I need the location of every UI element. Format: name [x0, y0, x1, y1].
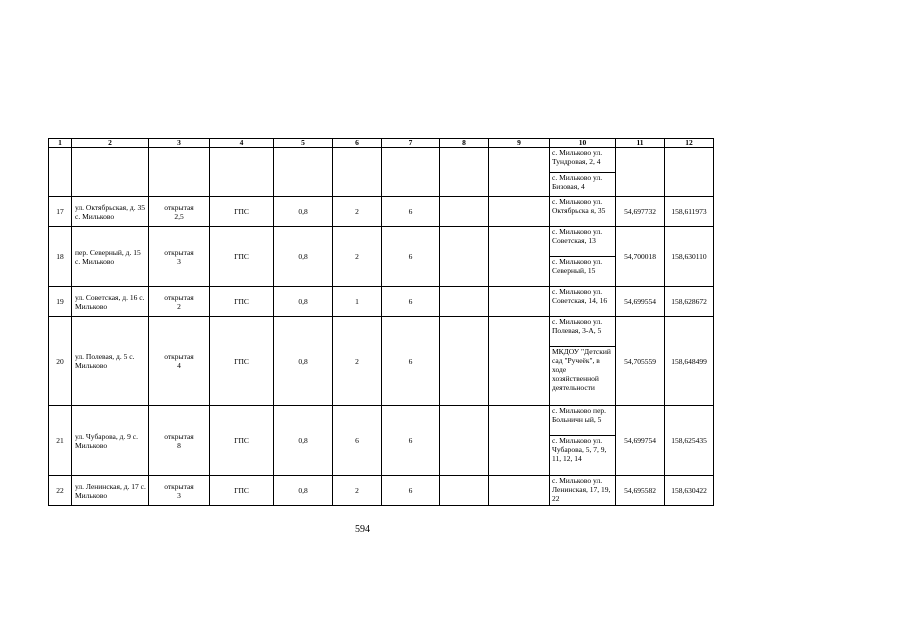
type-cell: открытая 4	[149, 317, 210, 406]
type-cell: открытая 2	[149, 287, 210, 317]
source-cell: с. Мильково ул. Северный, 15	[550, 257, 616, 287]
document-table	[48, 138, 714, 506]
table-row	[49, 406, 714, 436]
lat-cell: 54,700018	[616, 227, 665, 287]
source-cell: МКДОУ "Детский сад "Ручеёк", в ходе хозяйственной деятельности	[550, 347, 616, 406]
lat-cell: 54,697732	[616, 197, 665, 227]
source-cell: с. Мильково ул. Бизовая, 4	[550, 173, 616, 197]
type-cell: открытая 3	[149, 476, 210, 506]
col-header: 8	[440, 139, 489, 148]
address-cell: ул. Октябрьская, д. 35 с. Мильково	[72, 197, 149, 227]
lon-cell: 158,611973	[665, 197, 714, 227]
row-number: 18	[49, 227, 72, 287]
source-cell: с. Мильково ул. Чубарова, 5, 7, 9, 11, 12, 14	[550, 436, 616, 476]
col7-cell: 6	[382, 476, 440, 506]
table-row	[49, 227, 714, 257]
col-header: 7	[382, 139, 440, 148]
lon-cell: 158,630110	[665, 227, 714, 287]
col7-cell: 6	[382, 406, 440, 476]
col-header: 5	[274, 139, 333, 148]
cover-cell: ГПС	[210, 197, 274, 227]
table-row	[49, 148, 714, 173]
count-cell: 2	[333, 317, 382, 406]
table-row	[49, 287, 714, 317]
col-header: 12	[665, 139, 714, 148]
col-header: 10	[550, 139, 616, 148]
source-cell: с. Мильково ул. Тундровая, 2, 4	[550, 148, 616, 173]
page-number: 594	[355, 524, 370, 535]
table-row	[49, 476, 714, 506]
table-row	[49, 317, 714, 347]
col-header: 11	[616, 139, 665, 148]
cover-cell: ГПС	[210, 287, 274, 317]
count-cell: 6	[333, 406, 382, 476]
volume-cell: 0,8	[274, 197, 333, 227]
count-cell: 2	[333, 197, 382, 227]
type-cell: открытая 3	[149, 227, 210, 287]
volume-cell: 0,8	[274, 476, 333, 506]
type-cell: открытая 8	[149, 406, 210, 476]
col-header: 3	[149, 139, 210, 148]
cover-cell: ГПС	[210, 317, 274, 406]
volume-cell: 0,8	[274, 406, 333, 476]
source-cell: с. Мильково ул. Полевая, 3-А, 5	[550, 317, 616, 347]
volume-cell: 0,8	[274, 227, 333, 287]
row-number: 17	[49, 197, 72, 227]
source-cell: с. Мильково ул. Октябрьска я, 35	[550, 197, 616, 227]
address-cell: пер. Северный, д. 15 с. Мильково	[72, 227, 149, 287]
lon-cell: 158,630422	[665, 476, 714, 506]
source-cell: с. Мильково ул. Советская, 13	[550, 227, 616, 257]
row-number: 19	[49, 287, 72, 317]
lat-cell: 54,699754	[616, 406, 665, 476]
col-header: 1	[49, 139, 72, 148]
cover-cell: ГПС	[210, 476, 274, 506]
table-row	[49, 197, 714, 227]
source-cell: с. Мильково ул. Советская, 14, 16	[550, 287, 616, 317]
lat-cell: 54,695582	[616, 476, 665, 506]
col7-cell: 6	[382, 287, 440, 317]
volume-cell: 0,8	[274, 317, 333, 406]
col7-cell: 6	[382, 317, 440, 406]
lon-cell: 158,628672	[665, 287, 714, 317]
type-cell: открытая 2,5	[149, 197, 210, 227]
count-cell: 2	[333, 227, 382, 287]
cover-cell: ГПС	[210, 406, 274, 476]
count-cell: 2	[333, 476, 382, 506]
source-cell: с. Мильково пер. Больничн ый, 5	[550, 406, 616, 436]
count-cell: 1	[333, 287, 382, 317]
col7-cell: 6	[382, 227, 440, 287]
lat-cell: 54,699554	[616, 287, 665, 317]
source-cell: с. Мильково ул. Ленинская, 17, 19, 22	[550, 476, 616, 506]
header-row	[49, 139, 714, 148]
address-cell: ул. Ленинская, д. 17 с. Мильково	[72, 476, 149, 506]
address-cell: ул. Чубарова, д. 9 с. Мильково	[72, 406, 149, 476]
volume-cell: 0,8	[274, 287, 333, 317]
lat-cell: 54,705559	[616, 317, 665, 406]
col-header: 9	[489, 139, 550, 148]
cover-cell: ГПС	[210, 227, 274, 287]
col-header: 2	[72, 139, 149, 148]
lon-cell: 158,625435	[665, 406, 714, 476]
row-number: 21	[49, 406, 72, 476]
col7-cell: 6	[382, 197, 440, 227]
col-header: 4	[210, 139, 274, 148]
address-cell: ул. Полевая, д. 5 с. Мильково	[72, 317, 149, 406]
row-number: 22	[49, 476, 72, 506]
lon-cell: 158,648499	[665, 317, 714, 406]
row-number: 20	[49, 317, 72, 406]
col-header: 6	[333, 139, 382, 148]
address-cell: ул. Советская, д. 16 с. Мильково	[72, 287, 149, 317]
